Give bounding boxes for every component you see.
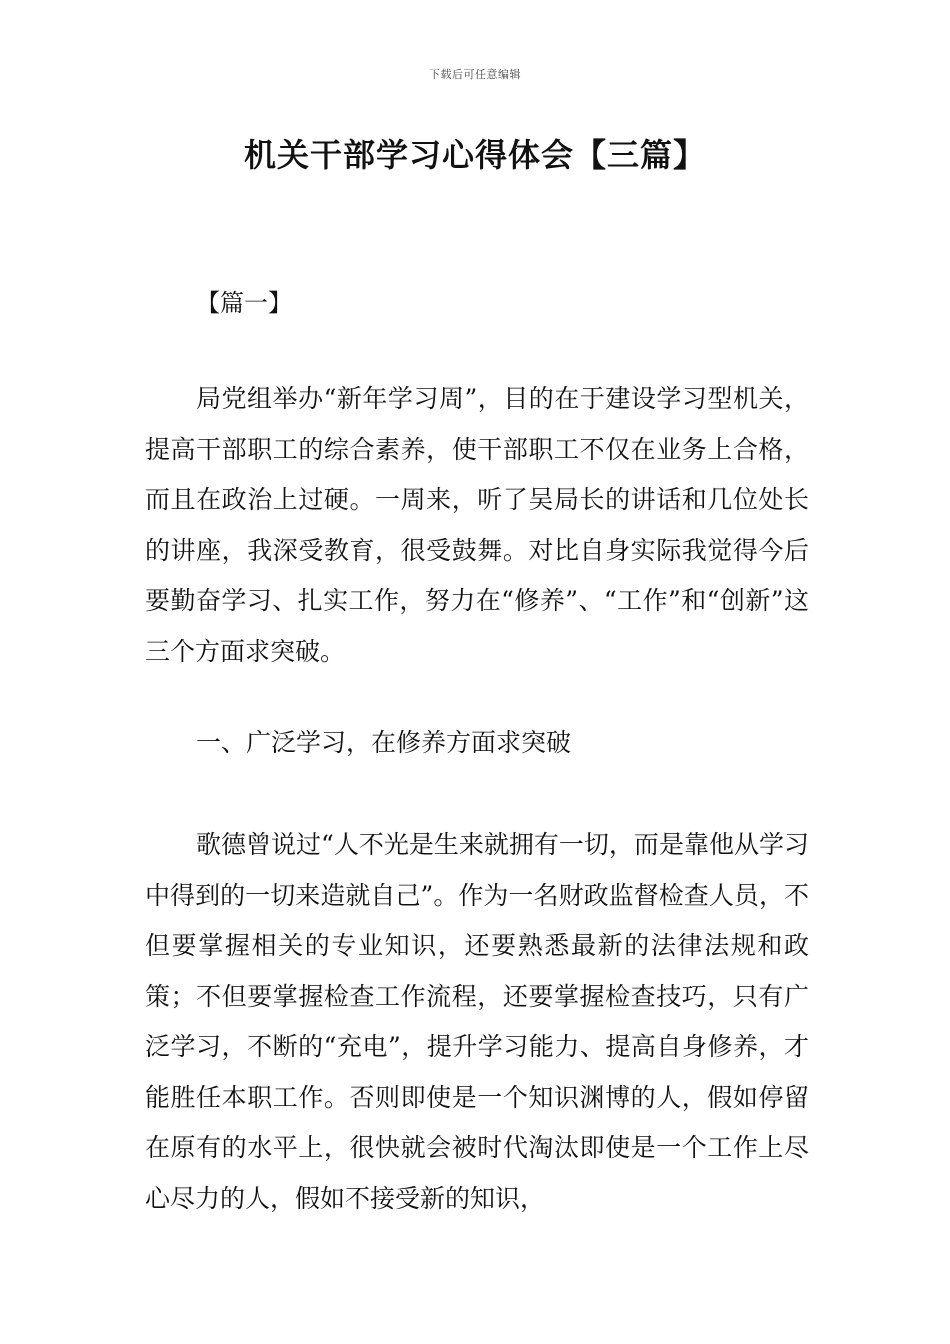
section-label: 【篇一】 bbox=[196, 289, 292, 317]
document-title: 机关干部学习心得体会【三篇】 bbox=[243, 136, 706, 174]
paragraph-text: 局党组举办“新年学习周”，目的在于建设学习型机关，提高干部职工的综合素养，使干部职工不仅在业务上合格，而且在政治上过硬。一周来，听了吴局长的讲话和几位处长的讲座，我深受教育，很受鼓舞。对比自身实际我觉得今后要勤奋学习、扎实工作，努力在“修养”、“工作”和“创新”这三个方面求突破。 bbox=[145, 384, 809, 666]
header-note: 下载后可任意编辑 bbox=[429, 68, 521, 81]
body-paragraph-2 bbox=[145, 820, 809, 1224]
paragraph-text: 歌德曾说过“人不光是生来就拥有一切，而是靠他从学习中得到的一切来造就自己”。作为一名财政监督检查人员，不但要掌握相关的专业知识，还要熟悉最新的法律法规和政策；不但要掌握检查工作流程，还要掌握检查技巧，只有广泛学习，不断的“充电”，提升学习能力、提高自身修养，才能胜任本职工作。否则即使是一个知识渊博的人，假如停留在原有的水平上，很快就会被时代淘汰即使是一个工作上尽心尽力的人，假如不接受新的知识， bbox=[145, 830, 809, 1213]
subheading-1: 一、广泛学习，在修养方面求突破 bbox=[196, 728, 572, 757]
body-paragraph-1 bbox=[145, 374, 809, 677]
